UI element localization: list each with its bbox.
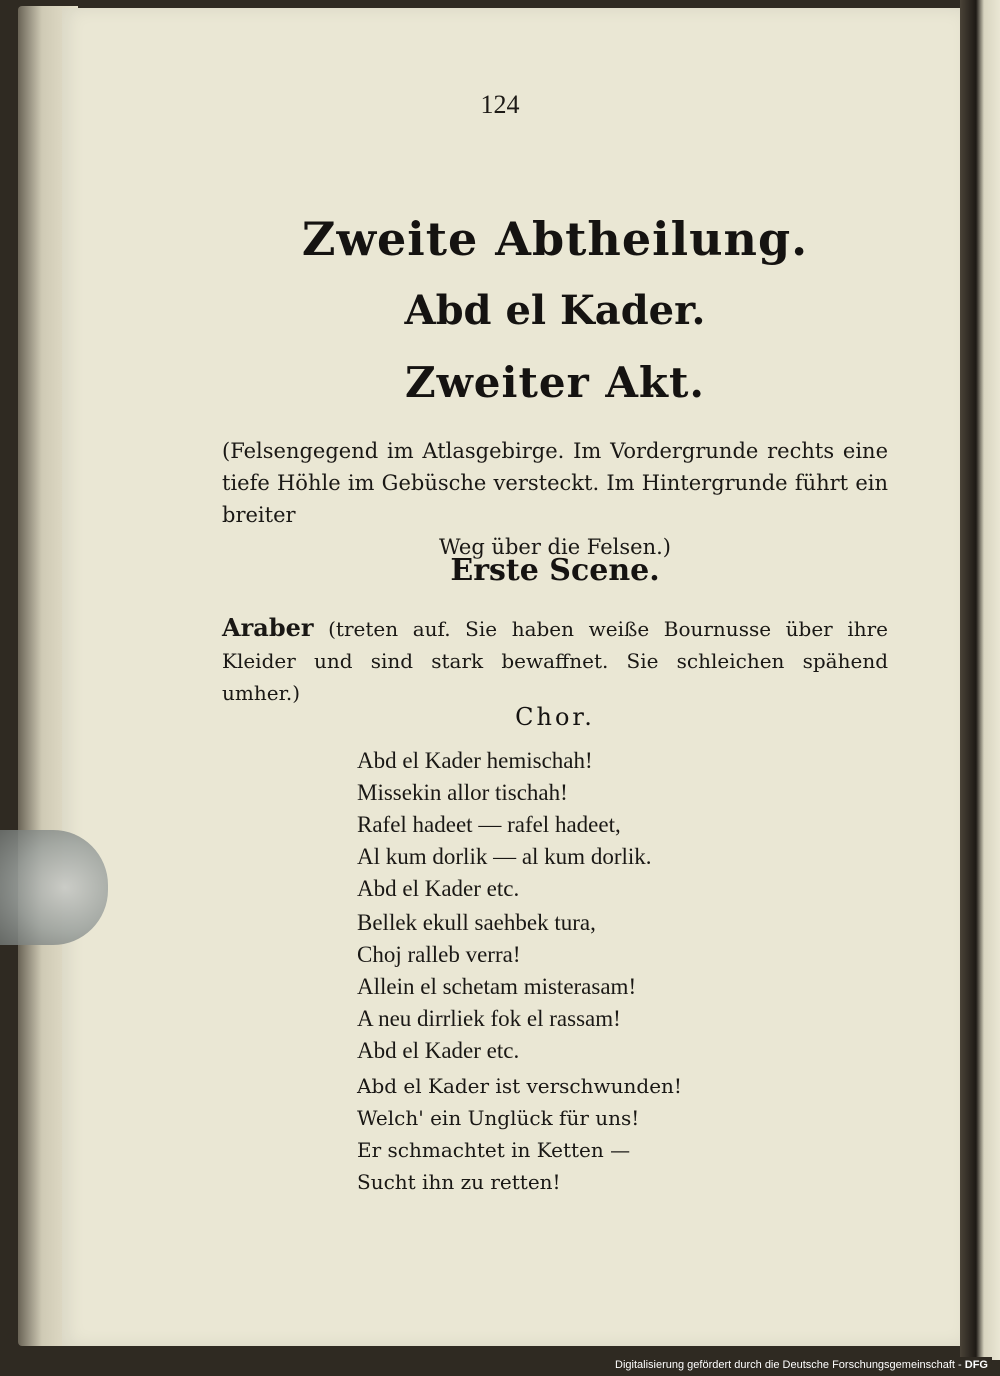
- verse-line: Abd el Kader hemischah!: [357, 748, 593, 773]
- credit-text: Digitalisierung gefördert durch die Deutsche Forschungsgemeinschaft -: [615, 1359, 962, 1371]
- verse-line: Rafel hadeet — rafel hadeet,: [357, 812, 621, 837]
- scene-direction: [222, 612, 888, 709]
- verse-line: Welch' ein Unglück für uns!: [357, 1106, 640, 1130]
- stage-direction: [222, 435, 888, 563]
- verse-line: Bellek ekull saehbek tura,: [357, 910, 596, 935]
- dfg-logo: DFG: [964, 1359, 988, 1371]
- verse-line: Abd el Kader etc.: [357, 876, 520, 901]
- scene-title: Erste Scene.: [450, 553, 660, 588]
- verse-line: Choj ralleb verra!: [357, 942, 521, 967]
- verse-stanza-2: [357, 907, 857, 1067]
- verse-line: A neu dirrliek fok el rassam!: [357, 1006, 621, 1031]
- scanner-thumb: [0, 830, 108, 945]
- page-number: 124: [480, 90, 520, 119]
- verse-stanza-3: [357, 1070, 857, 1198]
- speaker-direction: (treten auf. Sie haben weiße Bournusse über ihre Kleider und sind stark bewaffnet. Sie schleichen spähend umher.): [222, 617, 888, 705]
- verse-line: Missekin allor tischah!: [357, 780, 568, 805]
- book-gutter: [960, 0, 1000, 1360]
- verse-stanza-1: [357, 745, 857, 905]
- verse-line: Al kum dorlik — al kum dorlik.: [357, 844, 652, 869]
- verse-line: Allein el schetam misterasam!: [357, 974, 637, 999]
- verse-line: Abd el Kader ist verschwunden!: [357, 1074, 682, 1098]
- digitization-credit: [611, 1357, 992, 1373]
- verse-line: Abd el Kader etc.: [357, 1038, 520, 1063]
- verse-line: Sucht ihn zu retten!: [357, 1170, 561, 1194]
- speaker-name: Araber: [222, 613, 314, 642]
- chorus-label: Chor.: [515, 703, 595, 731]
- division-heading: Zweite Abtheilung.: [301, 212, 809, 266]
- stage-direction-last-line: Weg über die Felsen.): [439, 535, 671, 559]
- verse-line: Er schmachtet in Ketten —: [357, 1138, 631, 1162]
- play-title: Abd el Kader.: [404, 287, 706, 334]
- stage-direction-text: (Felsengegend im Atlasgebirge. Im Vordergrunde rechts eine tiefe Höhle im Gebüsche versteckt. Im Hintergrunde führt ein breiter: [222, 439, 888, 527]
- act-heading: Zweiter Akt.: [404, 358, 706, 407]
